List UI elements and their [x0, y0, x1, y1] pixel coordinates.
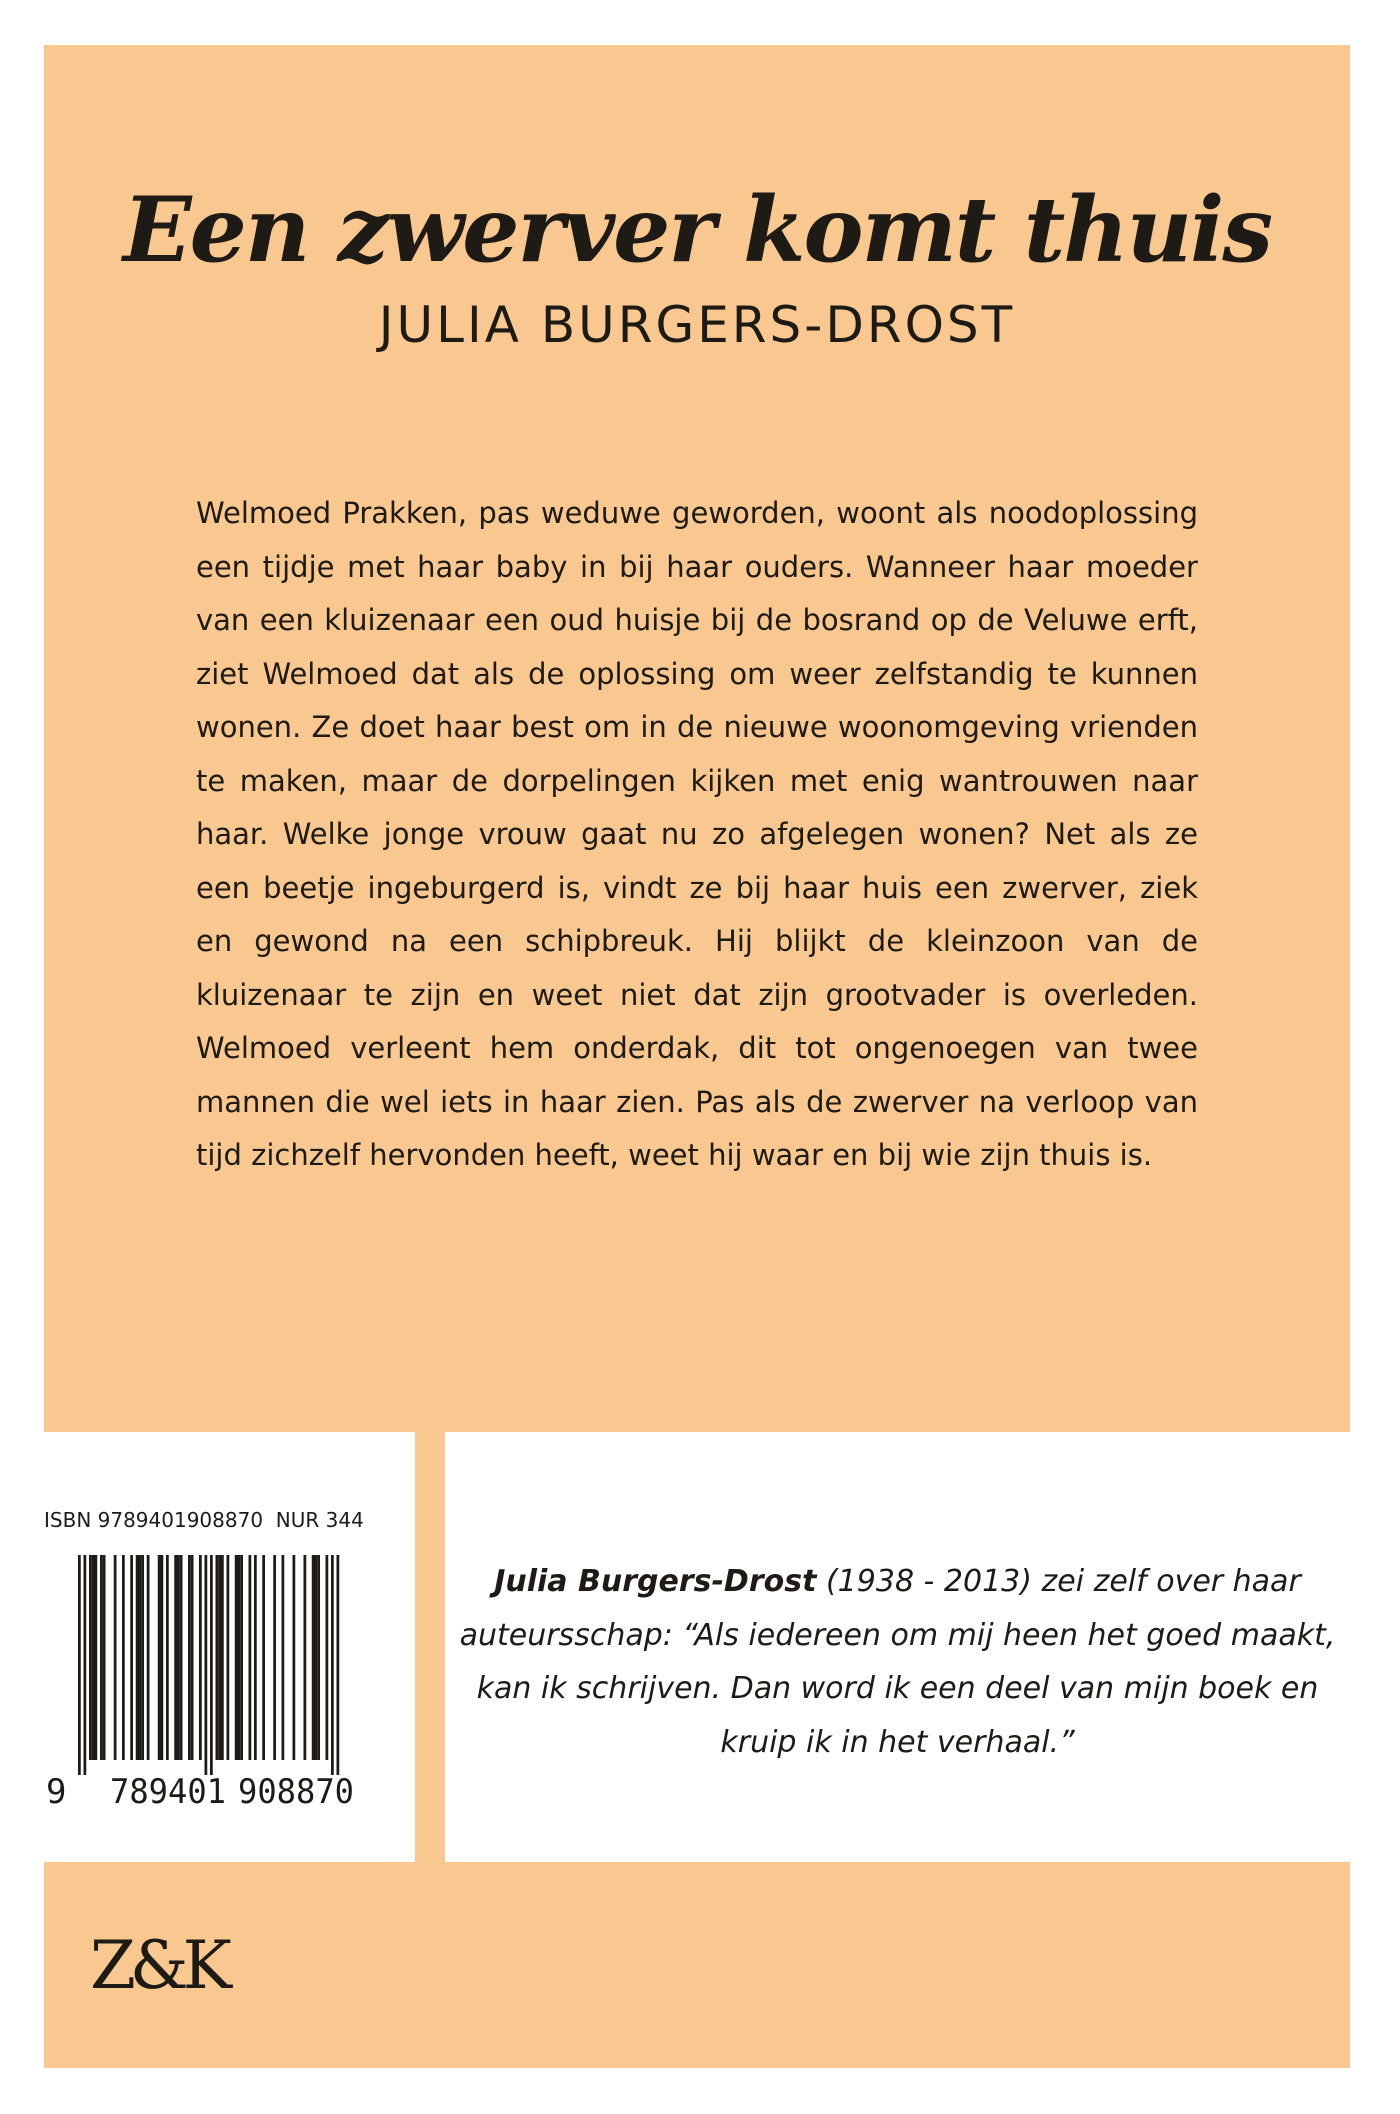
barcode-bar — [100, 1555, 103, 1760]
barcode-bar — [122, 1555, 125, 1760]
barcode-bar — [158, 1555, 161, 1760]
barcode-bar — [273, 1555, 276, 1760]
barcode-bar — [199, 1555, 202, 1760]
barcode-bar — [221, 1555, 224, 1760]
barcode-bar — [238, 1555, 241, 1760]
barcode-bar — [180, 1555, 183, 1760]
barcode-digits-right: 908870 — [238, 1772, 354, 1812]
barcode-bar — [103, 1555, 106, 1760]
barcode-bar — [174, 1555, 177, 1760]
barcode-bar — [205, 1555, 208, 1775]
barcode-bar — [89, 1555, 92, 1760]
barcode-bar — [235, 1555, 238, 1760]
barcode-bar — [254, 1555, 257, 1760]
barcode-digits-left: 789401 — [110, 1772, 226, 1812]
barcode-bar — [141, 1555, 144, 1760]
barcode-bar — [95, 1555, 98, 1760]
barcode-bar — [293, 1555, 296, 1760]
barcode-bar — [177, 1555, 180, 1760]
barcode-bar — [147, 1555, 150, 1760]
barcode-bar — [282, 1555, 285, 1760]
barcode-bar — [262, 1555, 265, 1760]
barcode-bar — [166, 1555, 169, 1760]
barcode-bar — [161, 1555, 164, 1760]
barcode-bar — [139, 1555, 142, 1760]
barcode-bar — [326, 1555, 329, 1760]
quote-text: (1938 - 2013) zei zelf over haar auteursschap: “Als iedereen om mij heen het goed maakt, kan ik schrijven. Dan word ik een deel van mijn boek en kruip ik in het verhaal.” — [459, 1564, 1336, 1760]
barcode-bar — [227, 1555, 230, 1760]
barcode-bar — [84, 1555, 87, 1775]
isbn-nur-label: ISBN 9789401908870 NUR 344 — [44, 1508, 364, 1532]
barcode-bar — [331, 1555, 334, 1775]
book-title: Een zwerver komt thuis — [122, 177, 1272, 283]
barcode-bar — [304, 1555, 307, 1760]
barcode-bar — [114, 1555, 117, 1760]
quote-author-name: Julia Burgers-Drost — [494, 1564, 817, 1599]
author-quote — [445, 1555, 1350, 1769]
barcode-bar — [188, 1555, 191, 1760]
isbn-barcode — [44, 1553, 374, 1813]
barcode-bars — [78, 1555, 339, 1775]
barcode-bar — [92, 1555, 95, 1760]
barcode-bar — [218, 1555, 221, 1760]
barcode-bar — [312, 1555, 315, 1760]
barcode-bar — [317, 1555, 320, 1760]
panel-connector-strip — [415, 1430, 445, 1864]
book-blurb: Welmoed Prakken, pas weduwe geworden, woont als noodoplossing een tijdje met haar baby in bij haar ouders. Wanneer haar moeder van een kluizenaar een oud huisje bij de bosrand op de Veluwe erft, ziet Welmoed dat als de oplossing om weer zelfstandig te kunnen wonen. Ze doet haar best om in de nieuwe woonomgeving vrienden te maken, maar de dorpelingen kijken met enig wantrouwen naar haar. Welke jonge vrouw gaat nu zo afgelegen wonen? Net als ze een beetje ingeburgerd is, vindt ze bij haar huis een zwerver, ziek en gewond na een schipbreuk. Hij blijkt de kleinzoon van de kluizenaar te zijn en weet niet dat zijn grootvader is overleden. Welmoed verleent hem onderdak, dit tot ongenoegen van twee mannen die wel iets in haar zien. Pas als de zwerver na verloop van tijd zichzelf hervonden heeft, weet hij waar en bij wie zijn thuis is. — [196, 496, 1198, 1172]
barcode-bar — [210, 1555, 213, 1775]
barcode-bar — [337, 1555, 340, 1775]
barcode-bar — [136, 1555, 139, 1760]
publisher-logo — [90, 1920, 260, 2010]
barcode-bar — [315, 1555, 318, 1760]
barcode-bar — [249, 1555, 252, 1760]
barcode-bar — [78, 1555, 81, 1775]
barcode-digit-first: 9 — [46, 1772, 67, 1812]
barcode-bar — [216, 1555, 219, 1760]
barcode-bar — [130, 1555, 133, 1760]
barcode-bar — [191, 1555, 194, 1760]
publisher-logo-text: Z&K — [90, 1927, 226, 2004]
author-name: JULIA BURGERS-DROST — [378, 296, 1016, 354]
barcode-bar — [240, 1555, 243, 1760]
